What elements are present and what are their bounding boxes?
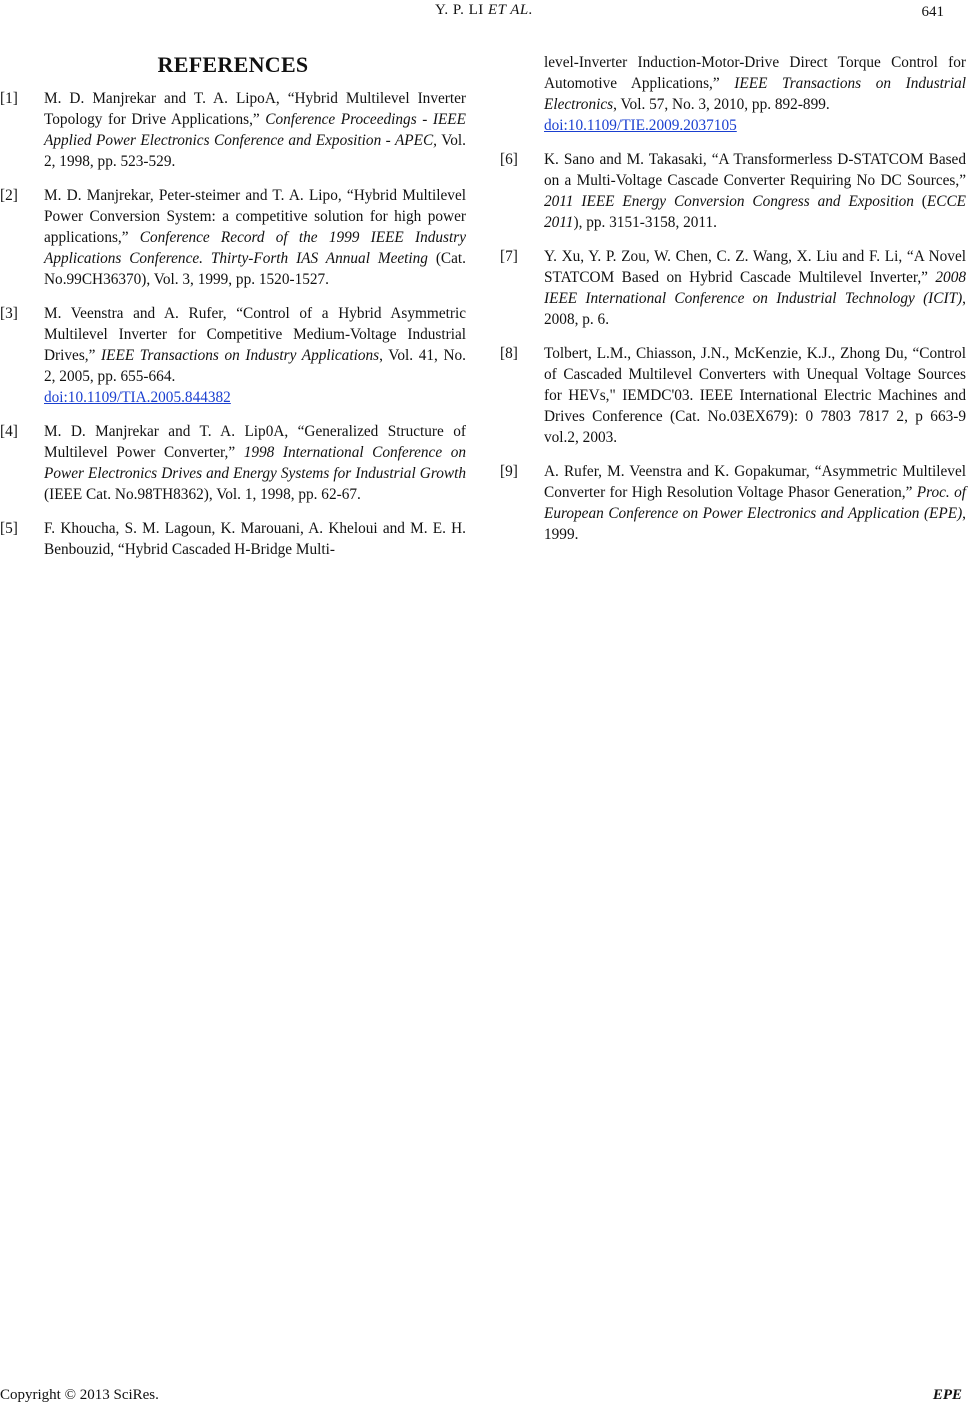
reference-text (544, 246, 966, 330)
reference-number: [4] (0, 423, 18, 440)
reference-text (44, 185, 466, 290)
reference-5-continued (544, 52, 966, 136)
reference-number: [8] (500, 345, 518, 362)
reference-text: Tolbert, L.M., Chiasson, J.N., McKenzie, K.J., Zhong Du, “Control of Cascaded Multilevel Converters with Unequal Voltage Sources for HEVs," IEMDC'03. IEEE International Electric Machines and Drives Conference (Cat. No.03EX679): 0 7803 7817 2, p 663-9 vol.2, 2003. (544, 345, 966, 446)
ref-details: Vol. 2, 1998, pp. 523-529. (44, 132, 466, 170)
reference-8 (500, 343, 966, 448)
reference-text (44, 303, 466, 408)
doi-link[interactable]: doi:10.1109/TIE.2009.2037105 (544, 117, 737, 134)
ref-details: , 2008, p. 6. (544, 290, 966, 328)
ref-authors-title: M. D. Manjrekar and T. A. LipoA, “Hybrid Multilevel Inverter Topology for Drive Applications,” (44, 90, 466, 128)
ref-details: , Vol. 57, No. 3, 2010, pp. 892-899. (613, 96, 830, 113)
ref-details: (IEEE Cat. No.98TH8362), Vol. 1, 1998, pp. 62-67. (44, 486, 361, 503)
right-column (500, 52, 966, 558)
header-author: Y. P. LI (435, 2, 484, 18)
ref-authors-title: M. D. Manjrekar and T. A. Lip0A, “Generalized Structure of Multilevel Power Converter,” (44, 423, 466, 461)
page-number: 641 (921, 4, 944, 20)
ref-venue-abbr: ECCE 2011 (544, 193, 966, 231)
left-column (0, 52, 466, 573)
ref-authors-title: level-Inverter Induction-Motor-Drive Direct Torque Control for Automotive Applications,” (544, 54, 966, 92)
reference-number: [6] (500, 151, 518, 168)
reference-6 (500, 149, 966, 233)
reference-number: [9] (500, 463, 518, 480)
reference-number: [7] (500, 248, 518, 265)
ref-authors-title: M. Veenstra and A. Rufer, “Control of a Hybrid Asymmetric Multilevel Inverter for Competitive Medium-Voltage Industrial Drives,” (44, 305, 466, 364)
ref-authors-title: A. Rufer, M. Veenstra and K. Gopakumar, “Asymmetric Multilevel Converter for High Resolution Voltage Phasor Generation,” (544, 463, 966, 501)
reference-7 (500, 246, 966, 330)
reference-text: F. Khoucha, S. M. Lagoun, K. Marouani, A. Kheloui and M. E. H. Benbouzid, “Hybrid Cascaded H-Bridge Multi- (44, 520, 466, 558)
ref-venue: Conference Record of the 1999 IEEE Industry Applications Conference. Thirty-Forth IAS Annual Meeting (44, 229, 466, 267)
ref-venue: 2008 IEEE International Conference on Industrial Technology (ICIT) (544, 269, 966, 307)
header-et-al: ET AL. (488, 2, 533, 18)
reference-text (44, 421, 466, 505)
running-header (0, 2, 968, 19)
ref-venue: IEEE Transactions on Industrial Electronics (544, 75, 967, 113)
ref-details: ( (913, 193, 927, 210)
reference-5 (0, 518, 466, 560)
reference-3 (0, 303, 466, 408)
doi-link[interactable]: doi:10.1109/TIA.2005.844382 (44, 389, 231, 406)
reference-text (44, 88, 466, 172)
reference-text (544, 149, 966, 233)
journal-abbreviation: EPE (932, 1387, 962, 1403)
reference-1 (0, 88, 466, 172)
copyright-notice: Copyright © 2013 SciRes. (0, 1387, 159, 1403)
ref-authors-title: M. D. Manjrekar, Peter-steimer and T. A. Lipo, “Hybrid Multilevel Power Conversion System: a competitive solution for high power applications,” (44, 187, 466, 246)
ref-authors-title: Y. Xu, Y. P. Zou, W. Chen, C. Z. Wang, X. Liu and F. Li, “A Novel STATCOM Based on Hybrid Cascade Multilevel Inverter,” (544, 248, 966, 286)
ref-details: , 1999. (544, 505, 966, 543)
ref-venue: 1998 International Conference on Power Electronics Drives and Energy Systems for Industrial Growth (44, 444, 466, 482)
reference-number: [5] (0, 520, 18, 537)
ref-venue: IEEE Transactions on Industry Applications (101, 347, 380, 364)
ref-venue: 2011 IEEE Energy Conversion Congress and Exposition (544, 193, 914, 210)
references-heading: REFERENCES (157, 52, 309, 77)
ref-details: , Vol. 41, No. 2, 2005, pp. 655-664. (44, 347, 466, 385)
reference-text (544, 461, 966, 545)
reference-number: [3] (0, 305, 18, 322)
reference-2 (0, 185, 466, 290)
reference-number: [2] (0, 187, 18, 204)
ref-details: ), pp. 3151-3158, 2011. (573, 214, 717, 231)
reference-number: [1] (0, 90, 18, 107)
reference-9 (500, 461, 966, 545)
ref-authors-title: K. Sano and M. Takasaki, “A Transformerless D-STATCOM Based on a Multi-Voltage Cascade Converter Requiring No DC Sources,” (544, 151, 966, 189)
ref-details: (Cat. No.99CH36370), Vol. 3, 1999, pp. 1520-1527. (44, 250, 466, 288)
reference-4 (0, 421, 466, 505)
ref-venue: Proc. of European Conference on Power Electronics and Application (EPE) (544, 484, 966, 522)
ref-venue: Conference Proceedings - IEEE Applied Power Electronics Conference and Exposition - APEC, (44, 111, 466, 149)
